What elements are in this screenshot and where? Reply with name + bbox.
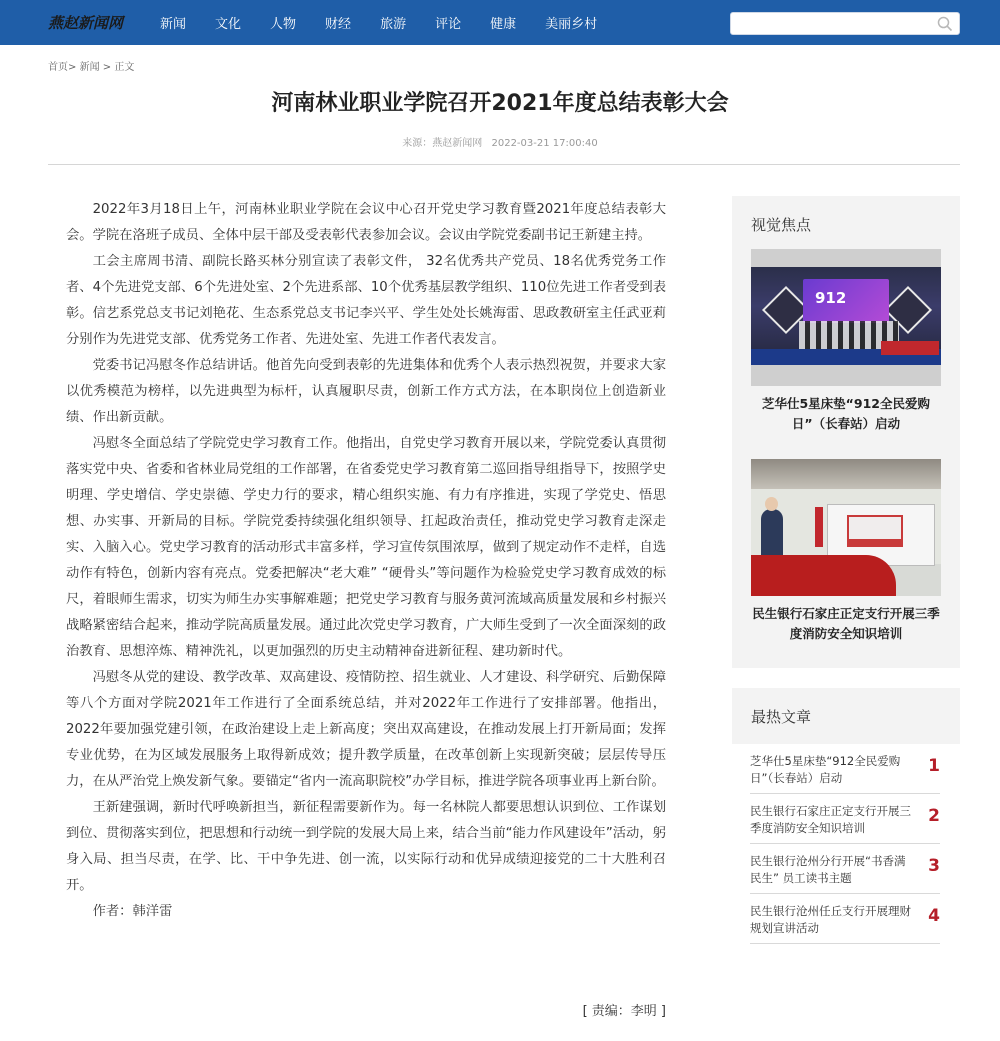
visual-focus-panel <box>732 196 960 668</box>
hot-article-item[interactable] <box>750 844 940 894</box>
hot-articles-heading: 最热文章 <box>751 708 812 726</box>
top-nav-bar <box>0 0 1000 45</box>
nav-item-rural[interactable]: 美丽乡村 <box>545 17 598 32</box>
nav-item-travel[interactable]: 旅游 <box>380 17 407 32</box>
hot-article-rank: 1 <box>928 756 940 776</box>
site-logo[interactable]: 燕赵新闻网 <box>48 14 124 32</box>
hot-article-item[interactable] <box>750 894 940 944</box>
article-paragraph: 党委书记冯慰冬作总结讲话。他首先向受到表彰的先进集体和优秀个人表示热烈祝贺，并要求大家以优秀模范为榜样，以先进典型为标杆，认真履职尽责，创新工作方式方法，在本职岗位上创造新业绩、作出新贡献。 <box>66 358 666 425</box>
focus-image[interactable] <box>751 249 941 386</box>
search-box <box>730 12 960 35</box>
title-divider <box>48 164 960 165</box>
hot-article-rank: 3 <box>928 856 940 876</box>
nav-item-people[interactable]: 人物 <box>270 17 297 32</box>
focus-caption[interactable]: 芝华仕5星床垫“912全民爱购日”（长春站）启动 <box>761 396 930 431</box>
focus-image[interactable] <box>751 459 941 596</box>
hot-articles-list <box>750 744 940 944</box>
nav-item-finance[interactable]: 财经 <box>325 17 352 32</box>
hot-article-title[interactable]: 民生银行沧州分行开展“书香满民生” 员工读书主题 <box>750 854 906 885</box>
article-datetime: 2022-03-21 17:00:40 <box>491 138 598 149</box>
article-paragraph: 冯慰冬全面总结了学院党史学习教育工作。他指出，自党史学习教育开展以来，学院党委认真贯彻落实党中央、省委和省林业局党组的工作部署，在省委党史学习教育第二巡回指导组指导下，按照学史明理、学史增信、学史崇德、学史力行的要求，精心组织实施、有力有序推进，实现了学党史、悟思想、办实事、开新局的目标。学院党委持续强化组织领导、扛起政治责任，推动党史学习教育走深走实、入脑入心。党史学习教育的活动形式丰富多样，学习宣传氛围浓厚，做到了规定动作不走样，自选动作有特色，创新内容有亮点。党委把解决“老大难” “硬骨头”等问题作为检验党史学习教育成效的标尺，着眼师生需求，切实为师生办实事解难题；把党史学习教育与服务黄河流域高质量发展和乡村振兴战略紧密结合起来，推动学院高质量发展。通过此次党史学习教育，广大师生受到了一次全面深刻的政治教育、思想淬炼、精神洗礼，以更加强烈的历史主动精神奋进新征程、建功新时代。 <box>66 436 666 659</box>
breadcrumb <box>48 58 134 73</box>
hot-article-title[interactable]: 民生银行沧州任丘支行开展理财规划宣讲活动 <box>750 904 911 935</box>
breadcrumb-section[interactable]: 新闻 <box>79 62 100 73</box>
article-author: 作者：韩洋雷 <box>92 904 173 919</box>
visual-focus-heading: 视觉焦点 <box>751 216 812 234</box>
article-paragraph: 冯慰冬从党的建设、教学改革、双高建设、疫情防控、招生就业、人才建设、科学研究、后勤保障等八个方面对学院2021年工作进行了全面系统总结，并对2022年工作进行了安排部署。他指出，2022年要加强党建引领，在政治建设上走上新高度；突出双高建设，在推动发展上打开新局面；发挥专业优势，在为区域发展服务上取得新成效；提升教学质量，在改革创新上实现新突破；层层传导压力，在从严治党上焕发新气象。要锚定“省内一流高职院校”办学目标，推进学院各项事业再上新台阶。 <box>66 670 666 789</box>
hot-article-item[interactable] <box>750 794 940 844</box>
focus-caption[interactable]: 民生银行石家庄正定支行开展三季度消防安全知识培训 <box>752 606 940 641</box>
hot-article-title[interactable]: 芝华仕5星床垫“912全民爱购日”（长春站）启动 <box>750 754 901 785</box>
article-paragraph: 2022年3月18日上午，河南林业职业学院在会议中心召开党史学习教育暨2021年度总结表彰大会。学院在洛班子成员、全体中层干部及受表彰代表参加会议。会议由学院党委副书记王新建主持。 <box>66 202 666 243</box>
article-paragraph: 工会主席周书清、副院长路买林分别宣读了表彰文件， 32名优秀共产党员、18名优秀党务工作者、4个先进党支部、6个先进处室、2个先进系部、10个优秀基层教学组织、110位先进工作者受到表彰。信艺系党总支书记刘艳花、生态系党总支书记李兴平、学生处处长姚海雷、思政教研室主任武亚莉分别作为先进党支部、优秀党务工作者、先进处室、先进工作者代表发言。 <box>66 254 666 347</box>
focus-item[interactable] <box>751 459 941 644</box>
main-nav <box>160 0 626 45</box>
article-title: 河南林业职业学院召开2021年度总结表彰大会 <box>271 91 729 116</box>
breadcrumb-separator: > <box>102 62 112 73</box>
nav-item-culture[interactable]: 文化 <box>215 17 242 32</box>
hot-article-rank: 2 <box>928 806 940 826</box>
article-source: 来源：燕赵新闻网 <box>402 138 483 149</box>
breadcrumb-separator: > <box>68 62 77 73</box>
nav-item-opinion[interactable]: 评论 <box>435 17 462 32</box>
hot-articles-panel <box>732 688 960 744</box>
article-body <box>66 197 666 925</box>
article-paragraph: 王新建强调，新时代呼唤新担当，新征程需要新作为。每一名林院人都要思想认识到位、工作谋划到位、贯彻落实到位，把思想和行动统一到学院的发展大局上来，结合当前“能力作风建设年”活动，躬身入局、担当尽责，在学、比、干中争先进、创一流，以实际行动和优异成绩迎接党的二十大胜利召开。 <box>66 800 666 893</box>
breadcrumb-current: 正文 <box>114 62 135 73</box>
article-meta <box>0 134 1000 149</box>
hot-article-item[interactable] <box>750 744 940 794</box>
nav-item-health[interactable]: 健康 <box>490 17 517 32</box>
article-editor: [ 责编：李明 ] <box>582 1004 666 1019</box>
nav-item-news[interactable]: 新闻 <box>160 17 187 32</box>
focus-item[interactable] <box>751 249 941 434</box>
breadcrumb-home[interactable]: 首页 <box>48 62 68 73</box>
focus-image-text: 912 <box>815 289 847 307</box>
hot-article-rank: 4 <box>928 906 940 926</box>
search-input[interactable] <box>731 14 931 35</box>
hot-article-title[interactable]: 民生银行石家庄正定支行开展三季度消防安全知识培训 <box>750 804 911 835</box>
search-icon[interactable] <box>937 16 953 32</box>
